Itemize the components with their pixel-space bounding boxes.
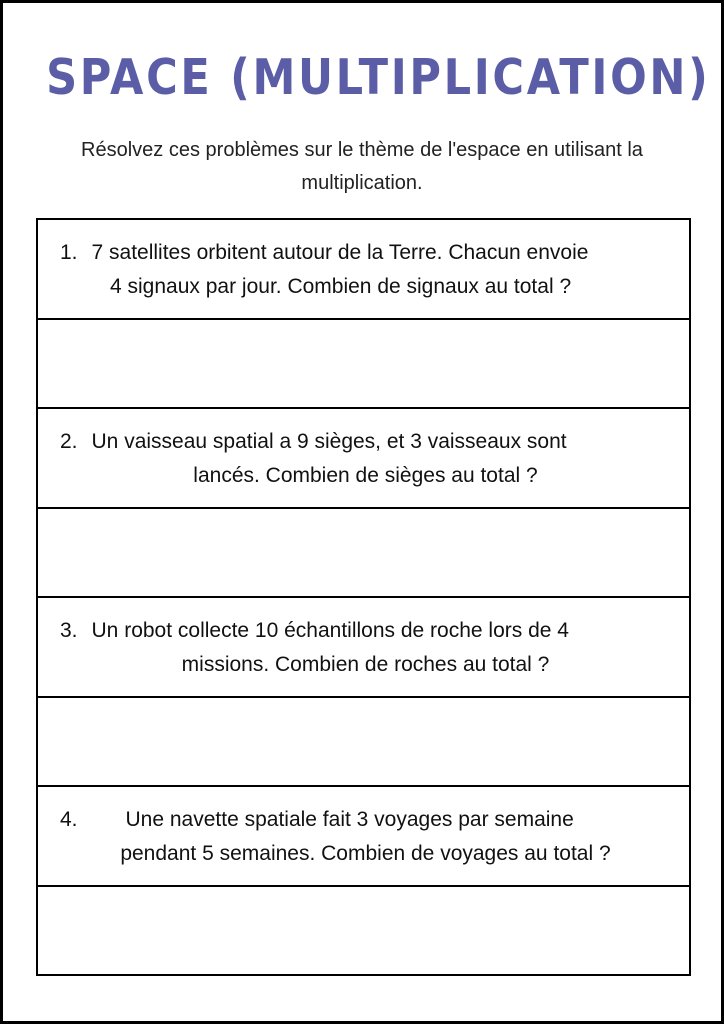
problem-3-number: 3. [60, 619, 78, 642]
problem-1-row [38, 220, 689, 320]
problem-1-answer-box[interactable] [38, 320, 689, 409]
problem-2-answer-box[interactable] [38, 509, 689, 598]
problem-3-line-1-wrap [60, 614, 671, 648]
instructions-text: Résolvez ces problèmes sur le thème de l'espace en utilisant la multiplication. [81, 139, 643, 194]
problem-2-line-1: Un vaisseau spatial a 9 sièges, et 3 vaisseaux sont [91, 430, 567, 453]
problem-4-row [38, 787, 689, 887]
problem-3-answer-box[interactable] [38, 698, 689, 787]
problem-4-line-2: pendant 5 semaines. Combien de voyages au total ? [120, 842, 611, 865]
problem-1-line-2: 4 signaux par jour. Combien de signaux au total ? [110, 275, 572, 298]
problem-3-line-1: Un robot collecte 10 échantillons de roche lors de 4 [91, 619, 569, 642]
problem-2-line-2: lancés. Combien de sièges au total ? [193, 464, 538, 487]
problem-4-number: 4. [60, 808, 78, 831]
problem-3-line-2: missions. Combien de roches au total ? [181, 653, 550, 676]
problem-1-line-1: 7 satellites orbitent autour de la Terre. Chacun envoie [91, 241, 589, 264]
problem-4-line-1-wrap [60, 803, 671, 837]
problem-4-line-1: Une navette spatiale fait 3 voyages par semaine [125, 808, 574, 831]
problem-2-number: 2. [60, 430, 78, 453]
page-title: SPACE (MULTIPLICATION) [46, 49, 711, 106]
problem-2-line-1-wrap [60, 425, 671, 459]
problem-2-row [38, 409, 689, 509]
problem-4-answer-box[interactable] [38, 887, 689, 974]
problem-1-number: 1. [60, 241, 78, 264]
problems-table [36, 218, 691, 976]
problem-3-row [38, 598, 689, 698]
